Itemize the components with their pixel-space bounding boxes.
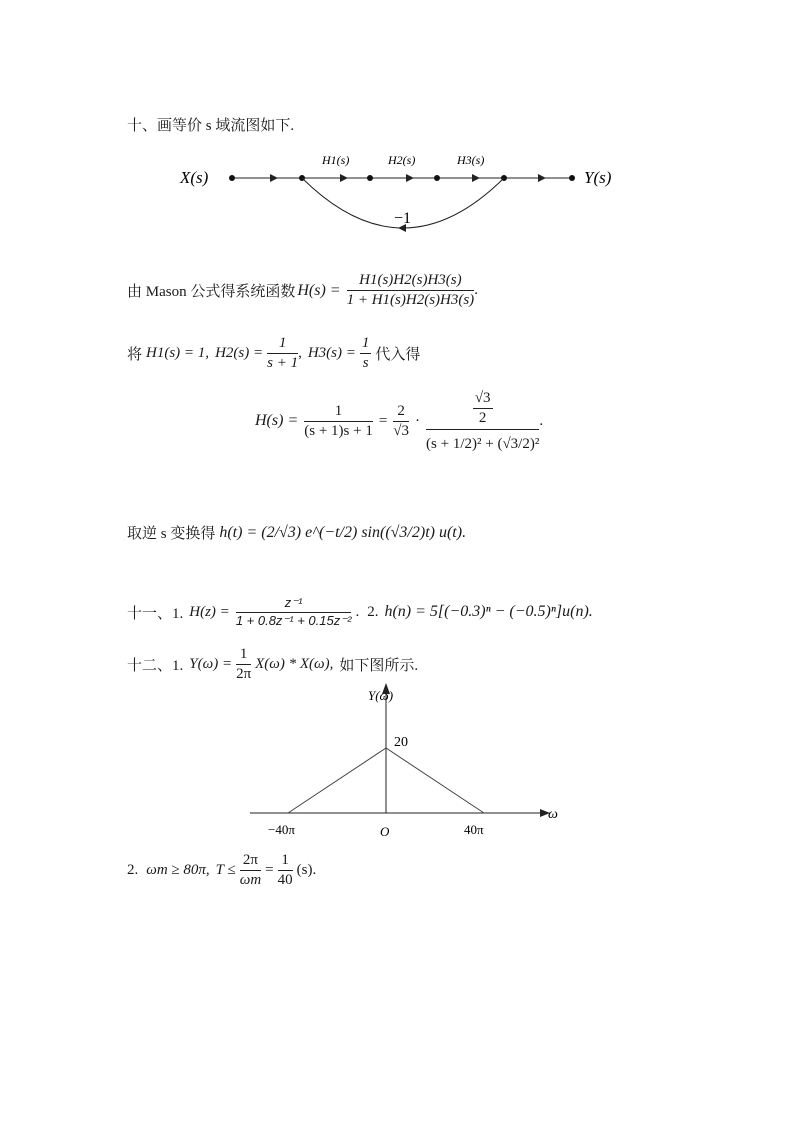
- y-den: 2π: [236, 666, 252, 683]
- hs-equation: H(s) = $\frac{1}{(s + 1)s + 1}$ = $\frac{2}{√3}$ · $\frac{\frac{√3}{2}}{\text{(s + 1/2)² + (√3/2)²}}$ .: [255, 390, 544, 452]
- mason-lhs: H(s) =: [297, 281, 341, 299]
- hz-fraction: [236, 596, 352, 629]
- section-12-part2: [127, 852, 316, 890]
- eq-fraction-1: [304, 403, 373, 441]
- eq-f2-num: 2: [393, 403, 409, 422]
- hz-lhs: H(z) =: [189, 603, 230, 620]
- flow-node-3: [367, 175, 373, 181]
- flow-output-label: Y(s): [584, 168, 612, 187]
- eq-f3-num: [426, 390, 539, 430]
- hn-expr: h(n) = 5[(−0.3)ⁿ − (−0.5)ⁿ]u(n).: [384, 603, 593, 621]
- section-12-line: [127, 646, 418, 684]
- s12-part2-label: 2.: [127, 862, 139, 879]
- t-num: 2π: [240, 852, 261, 871]
- inverse-line: [127, 522, 466, 543]
- triangle-graph: [240, 680, 580, 845]
- eq-f3-num-num: √3: [473, 390, 493, 409]
- t-lhs: T ≤: [215, 862, 236, 879]
- subst-h2-num: 1: [267, 335, 298, 354]
- subst-h3-den: s: [362, 355, 369, 372]
- subst-h1: H1(s) = 1,: [146, 345, 210, 362]
- y-num: 1: [236, 646, 251, 665]
- x-axis-label: ω: [548, 807, 558, 822]
- eq-f3-den: (s + 1/2)² + (√3/2)²: [426, 435, 540, 452]
- eq-fraction-2: [393, 403, 409, 441]
- inverse-prefix: 取逆 s 变换得: [127, 526, 216, 542]
- mason-line: 由 Mason 公式得系统函数 H(s) = $\frac{H1(s)H2(s)H3(s)}{1 + H1(s)H2(s)H3(s)}$ .: [127, 272, 478, 309]
- eq-f1-den: (s + 1)s + 1: [304, 422, 373, 439]
- hz-num: z⁻¹: [236, 596, 352, 613]
- subst-h2-fraction: [267, 335, 298, 373]
- flow-h2-label: H2(s): [388, 153, 416, 167]
- flow-arrow-2: [340, 174, 348, 182]
- s12-label: 十二、1.: [127, 658, 184, 675]
- flow-arrow-4: [472, 174, 480, 182]
- flow-feedback-label: −1: [394, 210, 412, 227]
- flow-node-6: [569, 175, 575, 181]
- y-rhs: X(ω) * X(ω),: [255, 656, 334, 673]
- flow-h3-label: H3(s): [457, 153, 485, 167]
- inverse-expr: h(t) = (2/√3) e^(−t/2) sin((√3/2)t) u(t).: [219, 523, 467, 541]
- flow-arrow-3: [406, 174, 414, 182]
- flow-node-4: [434, 175, 440, 181]
- eq-equals: =: [378, 412, 388, 429]
- peak-label: 20: [394, 735, 408, 750]
- s11-label: 十一、1.: [127, 605, 184, 622]
- eq-fraction-3: [426, 390, 539, 453]
- subst-h3-lhs: H3(s) =: [307, 345, 356, 362]
- y-fraction: [236, 646, 251, 684]
- mason-numerator: H1(s)H2(s)H3(s): [347, 272, 475, 291]
- t-num2: 1: [278, 852, 293, 871]
- eq-dot: ·: [415, 412, 421, 429]
- subst-prefix: 将: [127, 347, 143, 364]
- t-unit: (s).: [296, 862, 317, 879]
- eq-f1-num: 1: [304, 403, 373, 422]
- eq-f2-den: √3: [393, 422, 410, 439]
- t-fraction-2: [278, 852, 293, 890]
- eq-lhs: H(s) =: [255, 412, 299, 430]
- flow-input-label: X(s): [180, 168, 209, 187]
- section-11-line: 十一、1. H(z) = $\frac{\text{z⁻¹}}{\text{1 + 0.8z⁻¹ + 0.15z⁻²}}$ . 2. h(n) = 5[(−0.3)ⁿ − (−0.5)ⁿ]u(n).: [127, 595, 593, 628]
- flow-arrow-5: [538, 174, 546, 182]
- subst-h2-den: s + 1: [267, 355, 299, 372]
- flow-h1-label: H1(s): [322, 153, 350, 167]
- omega-expr: ωm ≥ 80π,: [146, 862, 210, 879]
- y-suffix: 如下图所示.: [339, 658, 419, 675]
- eq-f3-num-den: 2: [478, 410, 487, 427]
- y-axis-label: Y(ω): [368, 688, 394, 703]
- subst-h3-fraction: [360, 335, 372, 373]
- s11-part2: 2.: [367, 603, 379, 620]
- subst-h2-lhs: H2(s) =: [215, 345, 264, 362]
- substitution-line: 将 H1(s) = 1, H2(s) = $\frac{1}{s + 1}$ , H3(s) = $\frac{1}{s}$ 代入得: [127, 335, 421, 372]
- left-tick-label: −40π: [268, 822, 295, 837]
- hz-den: 1 + 0.8z⁻¹ + 0.15z⁻²: [235, 612, 352, 628]
- t-fraction-1: [240, 852, 261, 890]
- mason-fraction: [347, 272, 475, 310]
- origin-label: O: [380, 824, 390, 839]
- subst-suffix: 代入得: [375, 347, 421, 364]
- t-equals: =: [265, 862, 274, 879]
- subst-h3-num: 1: [360, 335, 372, 354]
- t-den2: 40: [277, 872, 293, 889]
- mason-prefix: 由 Mason 公式得系统函数: [127, 284, 296, 301]
- right-tick-label: 40π: [464, 822, 484, 837]
- flow-node-1: [229, 175, 235, 181]
- mason-denominator: 1 + H1(s)H2(s)H3(s): [346, 292, 475, 309]
- signal-flow-graph: [170, 140, 630, 250]
- y-lhs: Y(ω) =: [189, 656, 233, 673]
- section-10-heading: 十、画等价 s 域流图如下.: [127, 118, 295, 134]
- t-den: ωm: [239, 872, 262, 889]
- flow-arrow-1: [270, 174, 278, 182]
